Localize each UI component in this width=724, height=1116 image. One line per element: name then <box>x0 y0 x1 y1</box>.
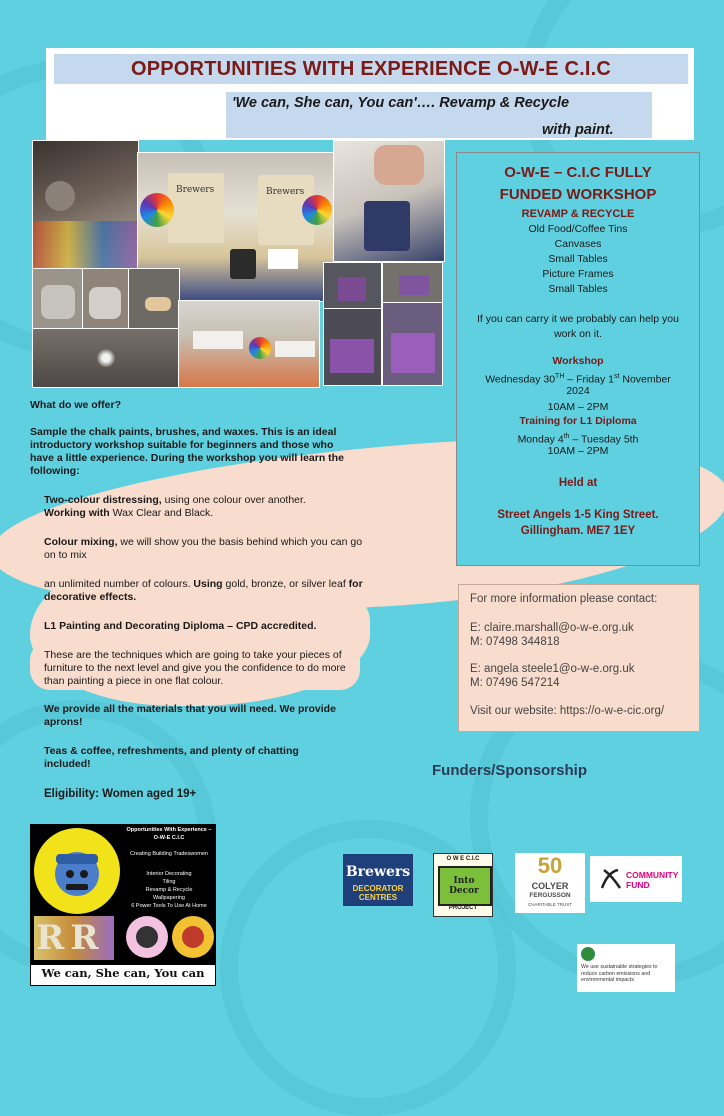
owe-into-decor-logo <box>433 853 493 917</box>
workshop-date-start: Wednesday 30 <box>485 373 556 386</box>
brewers-logo-name: Brewers <box>345 864 411 880</box>
workshop-date-end: – Friday 1 <box>564 373 614 386</box>
colyer-logo-name-2: FERGUSSON <box>529 892 571 899</box>
owe-logo-mid: Into Decor <box>449 876 479 896</box>
training-time: 10AM – 2PM <box>547 445 609 457</box>
leaf-text-mid: gold, bronze, or silver leaf <box>222 578 349 590</box>
brewers-logo-sub <box>343 884 413 902</box>
training-date-start: Monday 4 <box>517 433 564 446</box>
color-wheel-icon <box>249 337 271 359</box>
date-suffix: th <box>563 433 570 440</box>
poster-line: Creating Building Tradeswomen <box>130 851 208 857</box>
bag-brand-text: Brewers <box>176 185 215 195</box>
poster-line: Opportunities With Experience – O-W-E C.I.C <box>126 827 212 841</box>
tagline-line-1: 'We can, She can, You can'…. Revamp & Recycle <box>232 95 570 111</box>
colour-mixing-text: we will show you the basis behind which you can go on to mix <box>44 536 363 561</box>
photo-silver-stool <box>32 268 84 330</box>
poster-text <box>124 826 214 910</box>
wax-item <box>44 507 364 520</box>
photo-stencilling <box>128 268 180 330</box>
poster-letters: RR <box>36 918 105 958</box>
workshop-year: 2024 <box>566 385 590 397</box>
color-wheel-icon <box>302 195 332 225</box>
offer-intro: Sample the chalk paints, brushes, and waxes. This is an ideal introductory workshop suitable for beginners and those who have a little experience. During the workshop you will learn the following: <box>30 426 344 477</box>
venue-line-1: Street Angels 1-5 King Street. <box>497 509 659 521</box>
photo-purple-chairs <box>382 262 443 304</box>
distressing-text: using one colour over another. <box>161 494 306 506</box>
community-fund-logo <box>590 856 682 902</box>
workshop-title <box>456 162 700 206</box>
workshop-month: November <box>619 373 671 386</box>
photo-painted-tin <box>333 140 445 262</box>
workshop-title-line-1: O-W-E – C.I.C FULLY <box>504 164 652 181</box>
colour-mixing-item <box>44 536 364 562</box>
training-date-end: – Tuesday 5th <box>569 433 639 446</box>
poster-line: Wallpapering <box>153 895 185 901</box>
date-suffix: st <box>614 373 620 380</box>
distressing-item <box>44 494 364 507</box>
workshop-time: 10AM – 2PM <box>547 401 609 413</box>
colyer-logo-sub: CHARITABLE TRUST <box>527 902 573 907</box>
photo-painting-hands <box>32 140 139 270</box>
list-item: Small Tables <box>548 283 608 295</box>
brewers-logo-sub-1: DECORATOR <box>352 884 404 893</box>
wax-text: Wax Clear and Black. <box>109 507 214 519</box>
lottery-crossed-fingers-icon <box>598 866 624 892</box>
refreshments-text: Teas & coffee, refreshments, and plenty of chatting included! <box>44 745 299 770</box>
contact-heading: For more information please contact: <box>470 593 658 605</box>
held-at-label: Held at <box>558 477 598 489</box>
leaf-item <box>44 578 364 604</box>
photo-purple-table <box>323 308 382 386</box>
website-link[interactable]: Visit our website: https://o-w-e-cic.org/ <box>470 705 665 717</box>
poster-line: Tiling <box>162 879 176 885</box>
community-fund-line-1: COMMUNITY <box>626 870 679 880</box>
list-item: Small Tables <box>548 253 608 265</box>
owe-logo-top: O W E C.I.C <box>446 856 480 862</box>
color-wheel-icon <box>140 193 174 227</box>
colyer-logo-name: COLYER <box>531 881 569 891</box>
sustainability-text: We use sustainable strategies to reduce carbon emissions and environmental impacts <box>581 964 658 983</box>
leaf-text-pre: an unlimited number of colours. <box>44 578 194 590</box>
poster-line: Revamp & Recycle <box>145 887 193 893</box>
photo-stencil-pattern <box>32 328 180 388</box>
workshop-label: Workshop <box>552 355 604 367</box>
bag-brand-text: Brewers <box>266 187 305 197</box>
carry-note-line-1: If you can carry it we probably can help you <box>477 313 679 325</box>
photo-purple-table <box>382 302 443 386</box>
colyer-fergusson-logo <box>515 853 585 913</box>
list-item: Canvases <box>554 238 602 250</box>
techniques-text: These are the techniques which are going to take your pieces of furniture to the next level and give you the confidence to do more than painting a piece in one flat colour. <box>44 649 346 687</box>
contact-phone-2: M: 07496 547214 <box>470 677 560 689</box>
poster-yellow-circle <box>34 828 120 914</box>
poster-line: Interior Decorating <box>146 871 192 877</box>
diploma-item: L1 Painting and Decorating Diploma – CPD accredited. <box>44 620 317 632</box>
colour-mixing-label: Colour mixing, <box>44 536 118 548</box>
carry-note <box>456 312 700 342</box>
workshop-subtitle: REVAMP & RECYCLE <box>521 208 635 220</box>
leaf-label: Using <box>193 578 223 590</box>
list-item: Picture Frames <box>542 268 614 280</box>
tagline-line-2: with paint. <box>542 122 614 138</box>
leaf-label-end: for decorative effects. <box>44 578 363 603</box>
carry-note-line-2: work on it. <box>554 328 602 340</box>
contact-email-2[interactable]: E: angela steele1@o-w-e.org.uk <box>470 663 635 675</box>
worker-face-icon <box>34 828 120 914</box>
community-fund-line-2: FUND <box>626 880 650 890</box>
funders-heading: Funders/Sponsorship <box>432 762 588 779</box>
poster-band <box>30 914 216 964</box>
eligibility-text: Eligibility: Women aged 19+ <box>44 788 197 800</box>
photo-paint-samples <box>178 300 320 388</box>
contact-phone-1: M: 07498 344818 <box>470 636 560 648</box>
sustainability-badge <box>577 944 675 992</box>
date-suffix: TH <box>555 373 565 380</box>
training-label: Training for L1 Diploma <box>519 415 637 427</box>
page-title: OPPORTUNITIES WITH EXPERIENCE O-W-E C.I.C <box>130 58 612 80</box>
photo-purple-chairs <box>323 262 382 310</box>
offer-heading: What do we offer? <box>30 399 121 411</box>
list-item: Old Food/Coffee Tins <box>528 223 628 235</box>
brewers-logo <box>343 854 413 906</box>
owe-logo-bottom: PROJECT <box>448 905 478 911</box>
contact-email-1[interactable]: E: claire.marshall@o-w-e.org.uk <box>470 622 634 634</box>
poster-line: 6 Power Tools To Use At Home <box>131 903 207 909</box>
workshop-items-list <box>456 222 700 297</box>
distressing-label: Two-colour distressing, <box>44 494 162 506</box>
brewers-logo-sub-2: CENTRES <box>358 893 398 902</box>
materials-text: We provide all the materials that you will need. We provide aprons! <box>44 703 336 728</box>
colyer-logo-number: 50 <box>537 853 563 878</box>
workshop-title-line-2: FUNDED WORKSHOP <box>499 186 657 203</box>
photo-silver-stool <box>82 268 130 330</box>
wax-label: Working with <box>44 507 110 519</box>
poster-slogan: We can, She can, You can <box>41 966 205 980</box>
green-leaf-icon <box>581 947 595 961</box>
venue-line-2: Gillingham. ME7 1EY <box>520 525 636 537</box>
